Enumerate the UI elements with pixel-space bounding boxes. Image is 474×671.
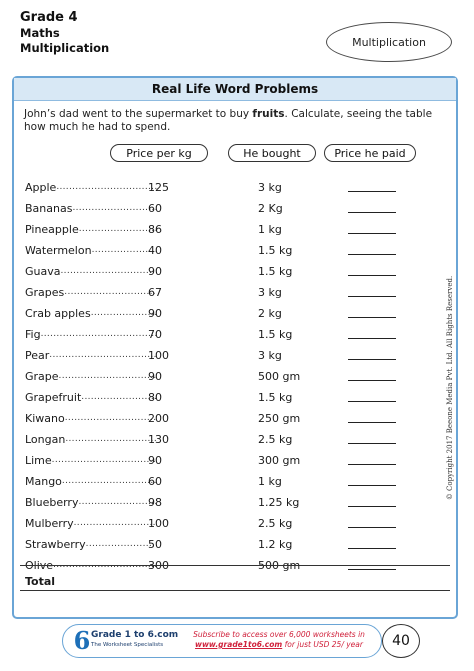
answer-blank[interactable] — [348, 233, 396, 234]
table-row — [14, 348, 456, 363]
instructions — [24, 108, 444, 134]
fruit-name-cell — [25, 495, 157, 510]
promo-line-2 — [181, 640, 377, 650]
answer-blank[interactable] — [348, 191, 396, 192]
price-per-kg-cell: 60 — [148, 202, 162, 215]
fruit-name: Lime — [25, 454, 52, 467]
fruit-name: Crab apples — [25, 307, 91, 320]
table-row — [14, 432, 456, 447]
table-row — [14, 390, 456, 405]
leader-dots — [74, 516, 157, 531]
subject-label: Maths — [20, 26, 60, 40]
fruit-name-cell — [25, 201, 157, 216]
quantity-bought-cell: 250 gm — [258, 412, 301, 425]
quantity-bought-cell: 1.2 kg — [258, 538, 293, 551]
copyright-notice: © Copyright 2017 Beeone Media Pvt. Ltd. All Rights Reserved. — [446, 275, 454, 501]
leader-dots — [56, 180, 157, 195]
total-label: Total — [25, 575, 56, 588]
worksheet-frame — [12, 76, 458, 619]
price-per-kg-cell: 80 — [148, 391, 162, 404]
answer-blank[interactable] — [348, 254, 396, 255]
instructions-bold: fruits — [252, 108, 285, 120]
promo-price: for just USD 25/ year — [282, 640, 363, 649]
promo-site-link[interactable]: www.grade1to6.com — [195, 640, 283, 649]
fruit-name-cell — [25, 432, 157, 447]
total-divider-bottom — [20, 590, 450, 591]
leader-dots — [86, 537, 157, 552]
instructions-start: John’s dad went to the supermarket to buy — [24, 108, 253, 120]
fruit-name-cell — [25, 306, 157, 321]
answer-blank[interactable] — [348, 464, 396, 465]
answer-blank[interactable] — [348, 506, 396, 507]
topic-label: Multiplication — [20, 41, 110, 55]
worksheet-title: Real Life Word Problems — [14, 78, 456, 101]
table-row — [14, 516, 456, 531]
fruit-name-cell — [25, 474, 157, 489]
topic-badge: Multiplication — [326, 22, 452, 62]
fruit-name: Pineapple — [25, 223, 79, 236]
quantity-bought-cell: 2 kg — [258, 307, 282, 320]
fruit-name: Watermelon — [25, 244, 92, 257]
price-per-kg-cell: 90 — [148, 454, 162, 467]
price-per-kg-cell: 100 — [148, 517, 169, 530]
leader-dots — [62, 474, 157, 489]
fruit-name: Strawberry — [25, 538, 86, 551]
leader-dots — [72, 201, 157, 216]
table-row — [14, 222, 456, 237]
fruit-name: Grape — [25, 370, 59, 383]
instructions-end: . Calculate, seeing the table how much he had to spend. — [24, 108, 433, 133]
promo-line-1: Subscribe to access over 6,000 worksheets in — [193, 630, 365, 639]
price-per-kg-cell: 90 — [148, 307, 162, 320]
quantity-bought-cell: 1 kg — [258, 475, 282, 488]
answer-blank[interactable] — [348, 296, 396, 297]
answer-blank[interactable] — [348, 338, 396, 339]
quantity-bought-cell: 1 kg — [258, 223, 282, 236]
fruit-name-cell — [25, 369, 157, 384]
price-per-kg-cell: 125 — [148, 181, 169, 194]
table-row — [14, 180, 456, 195]
table-row — [14, 369, 456, 384]
fruit-name: Fig — [25, 328, 41, 341]
answer-blank[interactable] — [348, 527, 396, 528]
leader-dots — [79, 222, 157, 237]
table-row — [14, 306, 456, 321]
fruit-name-cell — [25, 243, 157, 258]
fruit-name: Kiwano — [25, 412, 65, 425]
footer-banner[interactable] — [62, 624, 382, 658]
fruit-name-cell — [25, 411, 157, 426]
quantity-bought-cell: 1.5 kg — [258, 391, 293, 404]
answer-blank[interactable] — [348, 422, 396, 423]
grade-label: Grade 4 — [20, 10, 78, 25]
leader-dots — [59, 369, 157, 384]
price-per-kg-cell: 98 — [148, 496, 162, 509]
fruit-name: Apple — [25, 181, 57, 194]
brand-tagline: The Worksheet Specialists — [91, 642, 164, 648]
leader-dots — [41, 327, 157, 342]
price-per-kg-cell: 67 — [148, 286, 162, 299]
table-row — [14, 411, 456, 426]
fruit-name-cell — [25, 180, 157, 195]
fruit-name-cell — [25, 327, 157, 342]
leader-dots — [49, 348, 157, 363]
worksheet-header — [20, 10, 109, 56]
fruit-name-cell — [25, 264, 157, 279]
fruit-name-cell — [25, 285, 157, 300]
fruit-name-cell — [25, 348, 157, 363]
price-per-kg-cell: 90 — [148, 265, 162, 278]
leader-dots — [52, 453, 157, 468]
quantity-bought-cell: 3 kg — [258, 286, 282, 299]
table-row — [14, 453, 456, 468]
table-row — [14, 201, 456, 216]
answer-blank[interactable] — [348, 359, 396, 360]
quantity-bought-cell: 1.5 kg — [258, 265, 293, 278]
total-divider-top — [20, 565, 450, 566]
table-row — [14, 264, 456, 279]
answer-blank[interactable] — [348, 401, 396, 402]
fruit-name: Pear — [25, 349, 50, 362]
leader-dots — [81, 390, 157, 405]
fruit-name: Blueberry — [25, 496, 79, 509]
price-per-kg-cell: 50 — [148, 538, 162, 551]
column-header-he-bought: He bought — [228, 144, 316, 162]
quantity-bought-cell: 3 kg — [258, 349, 282, 362]
table-row — [14, 327, 456, 342]
answer-blank[interactable] — [348, 569, 396, 570]
price-per-kg-cell: 100 — [148, 349, 169, 362]
leader-dots — [61, 264, 158, 279]
fruit-name: Mango — [25, 475, 62, 488]
fruit-name-cell — [25, 516, 157, 531]
quantity-bought-cell: 500 gm — [258, 370, 301, 383]
quantity-bought-cell: 1.25 kg — [258, 496, 300, 509]
quantity-bought-cell: 3 kg — [258, 181, 282, 194]
fruit-name: Guava — [25, 265, 61, 278]
leader-dots — [78, 495, 157, 510]
quantity-bought-cell: 500 gm — [258, 559, 301, 572]
price-per-kg-cell: 300 — [148, 559, 169, 572]
answer-blank[interactable] — [348, 548, 396, 549]
answer-blank[interactable] — [348, 380, 396, 381]
quantity-bought-cell: 2.5 kg — [258, 517, 293, 530]
table-row — [14, 474, 456, 489]
fruit-name: Grapefruit — [25, 391, 82, 404]
price-per-kg-cell: 60 — [148, 475, 162, 488]
answer-blank[interactable] — [348, 317, 396, 318]
quantity-bought-cell: 2.5 kg — [258, 433, 293, 446]
price-per-kg-cell: 90 — [148, 370, 162, 383]
price-per-kg-cell: 70 — [148, 328, 162, 341]
fruit-name-cell — [25, 453, 157, 468]
answer-blank[interactable] — [348, 275, 396, 276]
quantity-bought-cell: 1.5 kg — [258, 328, 293, 341]
table-row — [14, 285, 456, 300]
answer-blank[interactable] — [348, 485, 396, 486]
fruit-name: Longan — [25, 433, 66, 446]
fruit-name-cell — [25, 222, 157, 237]
leader-dots — [65, 411, 157, 426]
fruit-name: Mulberry — [25, 517, 74, 530]
quantity-bought-cell: 300 gm — [258, 454, 301, 467]
fruit-name: Bananas — [25, 202, 73, 215]
page-number: 40 — [382, 624, 420, 658]
subscribe-promo — [181, 630, 377, 650]
fruit-name-cell — [25, 390, 157, 405]
price-per-kg-cell: 130 — [148, 433, 169, 446]
price-per-kg-cell: 86 — [148, 223, 162, 236]
answer-blank[interactable] — [348, 212, 396, 213]
quantity-bought-cell: 1.5 kg — [258, 244, 293, 257]
brand-name: Grade 1 to 6.com — [91, 630, 179, 640]
column-header-price-per-kg: Price per kg — [110, 144, 208, 162]
answer-blank[interactable] — [348, 443, 396, 444]
fruit-name-cell — [25, 537, 157, 552]
grade1to6-logo-icon: 6 — [73, 626, 91, 655]
table-row — [14, 495, 456, 510]
leader-dots — [65, 432, 157, 447]
price-per-kg-cell: 40 — [148, 244, 162, 257]
leader-dots — [64, 285, 157, 300]
fruit-name: Olive — [25, 559, 54, 572]
quantity-bought-cell: 2 Kg — [258, 202, 283, 215]
table-row — [14, 537, 456, 552]
price-per-kg-cell: 200 — [148, 412, 169, 425]
table-row — [14, 243, 456, 258]
column-header-price-he-paid: Price he paid — [324, 144, 416, 162]
fruit-name: Grapes — [25, 286, 65, 299]
